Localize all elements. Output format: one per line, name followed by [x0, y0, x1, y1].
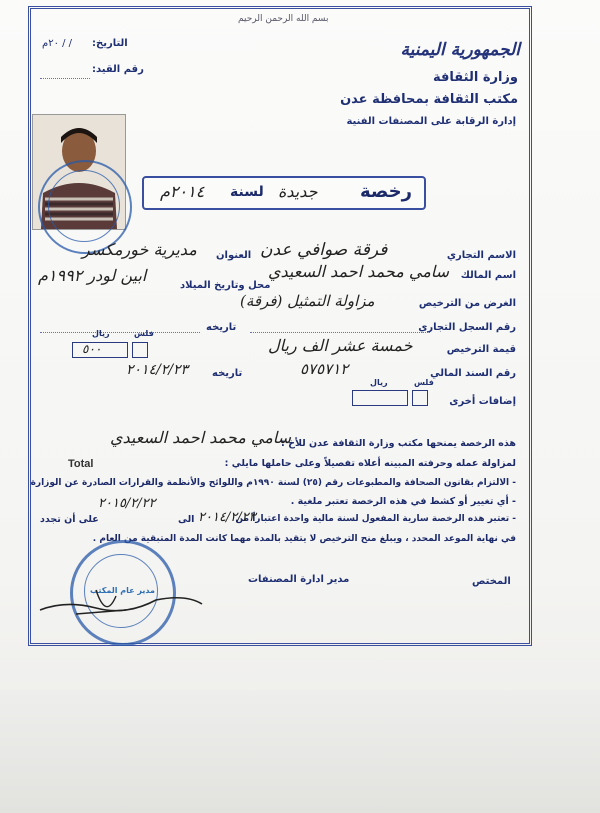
grant-text: هذه الرخصة يمنحها مكتب وزارة الثقافة عدن للأخ :: [281, 438, 516, 449]
fils-label-1: فلس: [134, 329, 154, 338]
registry-dots: [40, 78, 90, 79]
renew-text: على أن تجدد: [40, 514, 99, 525]
ministry-title: وزارة الثقافة: [433, 70, 518, 85]
department-title: إدارة الرقابة على المصنفات الفنية: [346, 116, 516, 127]
fils-label-2: فلس: [414, 378, 434, 387]
total-label: Total: [68, 458, 94, 470]
trade-name-label: الاسم التجاري: [446, 250, 516, 261]
address-label: العنوان: [216, 250, 252, 261]
additions-label: إضافات أخرى: [449, 396, 516, 407]
cr-date-label: تاريخه: [206, 322, 237, 333]
director-label: مدير ادارة المصنفات: [248, 574, 350, 585]
cr-dots: [250, 332, 430, 333]
receipt-date-label: تاريخه: [212, 368, 243, 379]
birth-label: محل وتاريخ الميلاد: [180, 280, 271, 291]
purpose-label: الغرض من الترخيص: [418, 298, 516, 309]
address-value: مديرية خورمكسر: [82, 240, 197, 259]
photo-stamp-inner: [48, 170, 120, 242]
year-value: ٢٠١٤م: [160, 182, 205, 201]
riyal-label-2: ريال: [370, 378, 388, 387]
scan-background: [0, 690, 600, 813]
owner-value: سامي محمد احمد السعيدي: [268, 262, 450, 281]
basmala-mark: بسم الله الرحمن الرحيم: [238, 14, 329, 24]
riyal-label-1: ريال: [92, 329, 110, 338]
receipt-label: رقم السند المالي: [430, 368, 516, 379]
rule-4: في نهاية الموعد المحدد ، ويبلغ منح الترخيص لا يتقيد بالمدة مهما كانت المدة المتبقية من العام .: [92, 534, 516, 544]
riyal-box-2: [352, 390, 408, 406]
year-label: لسنة: [230, 184, 264, 200]
license-type: جديدة: [278, 182, 318, 201]
director-signature: [36, 570, 206, 630]
purpose-value: مزاولة التمثيل (فرقة): [240, 292, 375, 310]
rule-2: - أي تغيير أو كشط في هذه الرخصة تعتبر ملغية .: [290, 496, 516, 507]
license-value-label: قيمة الترخيص: [446, 344, 516, 355]
republic-title: الجمهورية اليمنية: [400, 40, 520, 60]
body-line-2: لمزاولة عمله وحرفته المبينه أعلاه تفصيلاً وعلى حاملها مايلي :: [224, 458, 516, 469]
valid-to-label: الى: [178, 514, 195, 525]
fils-box-1: [132, 342, 148, 358]
date-value: / / ٢٠م: [42, 38, 73, 49]
stamp-text: مدير عام المكتب: [90, 586, 155, 595]
fils-box-2: [412, 390, 428, 406]
rule-1: - الالتزام بقانون الصحافة والمطبوعات رقم (٢٥) لسنة ١٩٩٠م واللوائح والأنظمة والقرارات الصادرة عن الوزارة: [30, 478, 516, 488]
valid-to: ٢٠١٥/٢/٢٢: [98, 496, 156, 511]
date-label: التاريخ:: [92, 38, 128, 49]
receipt-date-value: ٢٠١٤/٢/٢٣: [126, 362, 189, 378]
rule-3: - تعتبر هذه الرخصة سارية المفعول لسنة مالية واحدة اعتباراً من: [235, 514, 516, 524]
specialist-label: المختص: [472, 576, 511, 587]
owner-label: اسم المالك: [460, 270, 516, 281]
grant-name: سامي محمد احمد السعيدي: [110, 428, 292, 447]
riyal-amount-1: ٥٠٠: [82, 342, 102, 356]
trade-name-value: فرقة صوافي عدن: [260, 240, 388, 260]
office-title: مكتب الثقافة بمحافظة عدن: [340, 92, 518, 107]
license-word: رخصة: [360, 181, 412, 202]
cr-date-dots: [40, 332, 200, 333]
license-value-amount: خمسة عشر الف ريال: [268, 336, 413, 355]
registry-label: رقم القيد:: [92, 64, 144, 75]
birth-value: ابين لودر ١٩٩٢م: [38, 266, 147, 285]
cr-label: رقم السجل التجاري: [418, 322, 516, 333]
valid-from: ٢٠١٤/٢/٢٣: [198, 510, 256, 525]
receipt-value: ٥٧٥٧١٢: [300, 360, 349, 378]
